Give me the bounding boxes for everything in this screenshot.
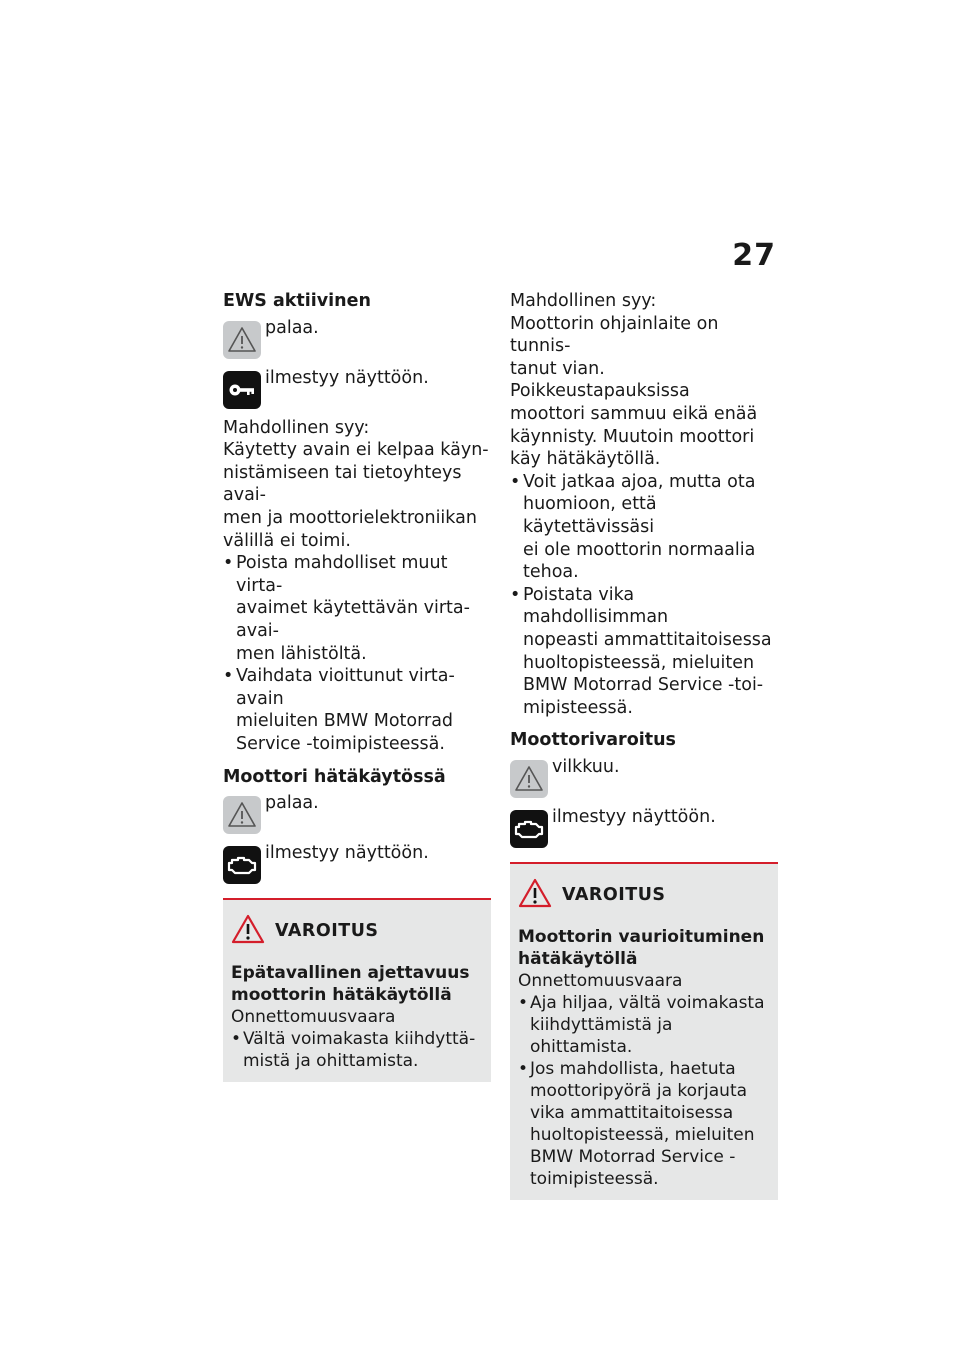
text-line: moottorin hätäkäytöllä xyxy=(231,985,452,1006)
text-line: nopeasti ammattitaitoisessa xyxy=(523,629,772,650)
warning-title: VAROITUS xyxy=(275,921,379,942)
ews-key-row xyxy=(223,367,491,409)
list-item xyxy=(510,584,778,720)
list-item xyxy=(231,1028,483,1072)
warning-box-header xyxy=(231,914,483,948)
text-line: käynnisty. Muutoin moottori xyxy=(510,426,755,447)
right-column xyxy=(510,290,778,1200)
warning-risk: Onnettomuusvaara xyxy=(231,1007,396,1028)
ews-cause-text xyxy=(223,439,491,552)
warning-risk: Onnettomuusvaara xyxy=(518,970,683,991)
emergency-engine-row xyxy=(223,842,491,884)
text-line: Moottorin vaurioituminen xyxy=(518,926,765,947)
list-item xyxy=(223,552,491,665)
warning-title: VAROITUS xyxy=(562,884,666,905)
ews-heading: EWS aktiivinen xyxy=(223,291,371,311)
ews-bullet-list xyxy=(223,552,491,755)
warning-subheading xyxy=(231,962,483,1006)
cause-label: Mahdollinen syy: xyxy=(510,291,657,311)
text-line: • Poista mahdolliset muut virta- xyxy=(236,553,448,596)
text-line: välillä ei toimi. xyxy=(223,530,351,551)
text-line: tanut vian. Poikkeustapauksissa xyxy=(510,358,690,402)
text-line: • Vältä voimakasta kiihdyttä- xyxy=(243,1029,476,1050)
ews-cause-label: Mahdollinen syy: xyxy=(223,417,370,438)
text-line: • Vaihdata vioittunut virta-avain xyxy=(236,666,455,709)
text-line: • Aja hiljaa, vältä voimakasta xyxy=(530,992,765,1013)
text-line: men lähistöltä. xyxy=(236,643,367,664)
text-line: hätäkäytöllä xyxy=(518,948,638,969)
text-line: men ja moottorielektroniikan xyxy=(223,507,477,528)
text-line: huomioon, että käytettävissäsi xyxy=(523,494,657,537)
warning-exclamation-icon xyxy=(518,878,552,912)
text-line: huoltopisteessä, mieluiten xyxy=(530,1124,755,1145)
warning-triangle-icon xyxy=(223,796,261,834)
engine-warning-blink-text: vilkkuu. xyxy=(552,756,620,777)
emergency-engine-text: ilmestyy näyttöön. xyxy=(265,843,429,864)
text-line: • Voit jatkaa ajoa, mutta ota xyxy=(523,471,756,492)
key-icon xyxy=(223,371,261,409)
engine-icon xyxy=(510,810,548,848)
emergency-warning-row xyxy=(223,792,491,834)
list-item xyxy=(518,992,770,1058)
page-number: 27 xyxy=(732,238,776,273)
text-line: vika ammattitaitoisessa xyxy=(530,1102,734,1123)
engine-warning-blink-row xyxy=(510,756,778,798)
text-line: Moottorin ohjainlaite on tunnis- xyxy=(510,313,719,357)
warning-exclamation-icon xyxy=(231,914,265,948)
engine-warning-heading: Moottorivaroitus xyxy=(510,730,676,751)
text-line: nistämiseen tai tietoyhteys avai- xyxy=(223,462,462,506)
text-line: Service -toimipisteessä. xyxy=(236,733,445,754)
text-line: moottoripyörä ja korjauta xyxy=(530,1080,748,1101)
text-line: kiihdyttämistä ja ohittamista. xyxy=(530,1014,673,1057)
text-line: BMW Motorrad Service - xyxy=(530,1146,736,1167)
text-line: tehoa. xyxy=(523,562,579,583)
ews-warning-row xyxy=(223,317,491,359)
list-item xyxy=(518,1058,770,1190)
warning-bullet-list xyxy=(518,992,770,1190)
engine-warning-engine-row xyxy=(510,806,778,848)
text-line: mieluiten BMW Motorrad xyxy=(236,711,454,732)
ews-key-text: ilmestyy näyttöön. xyxy=(265,367,429,388)
emergency-warning-text: palaa. xyxy=(265,793,319,814)
text-line: avaimet käytettävän virta-avai- xyxy=(236,598,470,641)
engine-warning-engine-text: ilmestyy näyttöön. xyxy=(552,806,716,827)
text-line: • Poistata vika mahdollisimman xyxy=(523,584,669,628)
warning-box xyxy=(223,898,491,1082)
list-item xyxy=(223,665,491,755)
text-line: moottori sammuu eikä enää xyxy=(510,403,758,424)
text-line: mistä ja ohittamista. xyxy=(243,1051,419,1072)
text-line: huoltopisteessä, mieluiten xyxy=(523,652,755,673)
text-line: ei ole moottorin normaalia xyxy=(523,539,756,560)
text-line: käy hätäkäytöllä. xyxy=(510,449,661,470)
cause-bullet-list xyxy=(510,471,778,720)
engine-icon xyxy=(223,846,261,884)
warning-box xyxy=(510,862,778,1200)
warning-triangle-icon xyxy=(223,321,261,359)
text-line: Epätavallinen ajettavuus xyxy=(231,963,470,984)
warning-subheading xyxy=(518,926,770,970)
warning-triangle-icon xyxy=(510,760,548,798)
ews-warning-text: palaa. xyxy=(265,317,319,338)
warning-box-header xyxy=(518,878,770,912)
left-column xyxy=(223,290,491,1082)
emergency-heading: Moottori hätäkäytössä xyxy=(223,766,446,787)
text-line: mipisteessä. xyxy=(523,697,633,718)
warning-bullet-list xyxy=(231,1028,483,1072)
text-line: Käytetty avain ei kelpaa käyn- xyxy=(223,440,489,461)
text-line: BMW Motorrad Service -toi- xyxy=(523,675,764,696)
text-line: toimipisteessä. xyxy=(530,1168,659,1189)
text-line: • Jos mahdollista, haetuta xyxy=(530,1058,736,1079)
cause-text xyxy=(510,313,778,471)
list-item xyxy=(510,471,778,584)
